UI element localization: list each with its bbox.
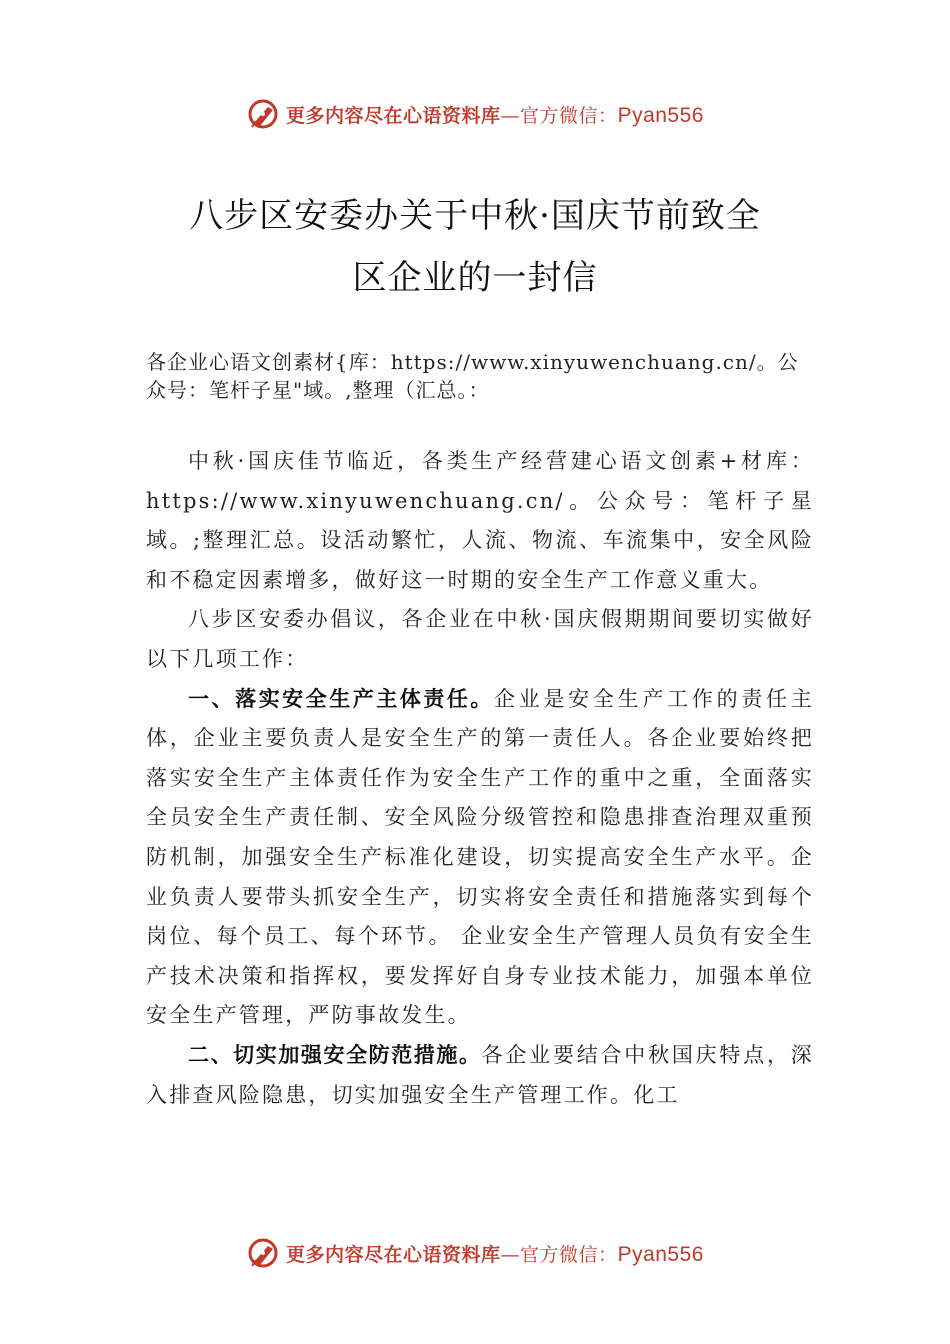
paragraph-4 [146,1036,814,1115]
pen-nib-logo-icon [246,97,280,131]
pen-nib-logo-icon [246,1236,280,1270]
paragraph-1 [146,442,814,600]
section-heading-2: 二、切实加强安全防范措施。 [188,1043,482,1067]
paragraph-text: 企业是安全生产工作的责任主体，企业主要负责人是安全生产的第一责任人。各企业要始终把落实安全生产主体责任作为安全生产工作的重中之重，全面落实全员安全生产责任制、安全风险分级管控和隐患排查治理双重预防机制，加强安全生产标准化建设，切实提高安全生产水平。企业负责人要带头抓安全生产，切实将安全责任和措施落实到每个岗位、每个员工、每个环节。 企业安全生产管理人员负有安全生产技术决策和指挥权，要发挥好自身专业技术能力，加强本单位安全生产管理，严防事故发生。 [146,686,814,1028]
watermark-text: 更多内容尽在心语资料库—官方微信：Pyan556 [286,103,704,127]
document-title-line2: 区企业的一封信 [352,258,598,298]
paragraph-text: 八步区安委办倡议，各企业在中秋·国庆假期期间要切实做好以下几项工作： [146,607,814,671]
paragraph-3 [146,680,814,1036]
paragraph-text: 各企业要结合中秋国庆特点，深入排查风险隐患，切实加强安全生产管理工作。化工 [146,1042,814,1107]
document-body [146,442,814,1115]
paragraph-2 [146,600,814,679]
source-note: 各企业心语文创素材{库：https://www.xinyuwenchuang.cn/。公众号：笔杆子星"域。,整理（汇总。： [146,350,799,402]
paragraph-text: 中秋·国庆佳节临近，各类生产经营建心语文创素+材库：https://www.xinyuwenchuang.cn/。公众号：笔杆子星域。;整理汇总。设活动繁忙，人流、物流、车流集中，安全风险和不稳定因素增多，做好这一时期的安全生产工作意义重大。 [146,449,814,592]
watermark-header [0,94,950,134]
watermark-text: 更多内容尽在心语资料库—官方微信：Pyan556 [286,1242,704,1266]
section-heading-1: 一、落实安全生产主体责任。 [188,687,494,711]
document-title-line1: 八步区安委办关于中秋·国庆节前致全 [189,196,761,236]
watermark-footer [0,1233,950,1273]
